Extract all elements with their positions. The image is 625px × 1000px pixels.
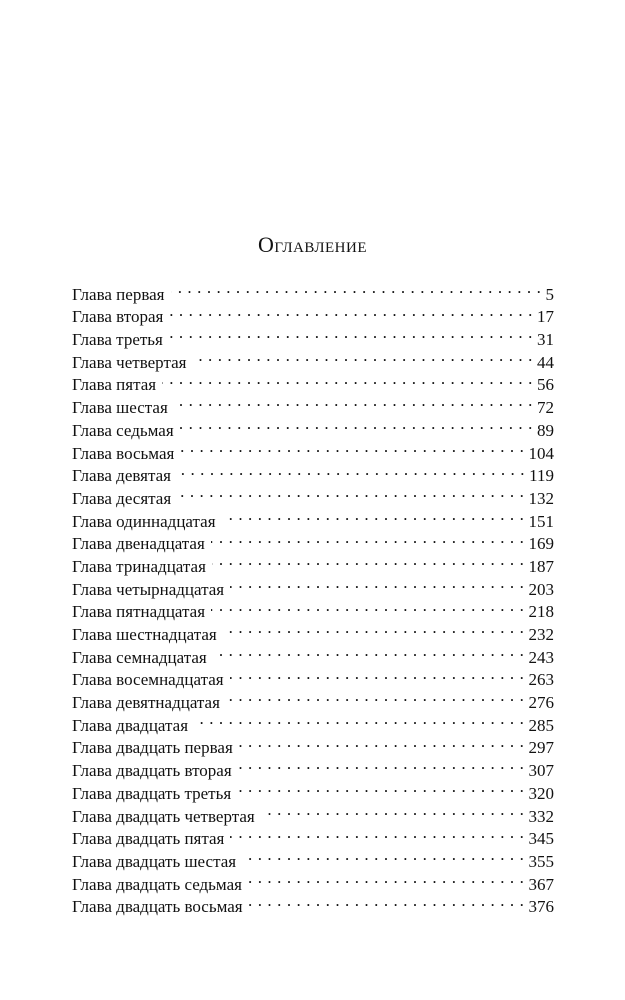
page-number: 31 xyxy=(537,330,554,350)
page-number: 263 xyxy=(528,670,554,690)
dot-leader xyxy=(211,527,525,550)
dot-leader xyxy=(226,685,525,708)
chapter-title: Глава вторая xyxy=(72,307,164,327)
chapter-title: Глава первая xyxy=(72,284,165,304)
dot-leader xyxy=(237,776,524,799)
dot-leader xyxy=(212,549,525,572)
dot-leader xyxy=(230,572,524,595)
dot-leader xyxy=(177,459,525,482)
page-number: 151 xyxy=(528,511,554,531)
chapter-title: Глава седьмая xyxy=(72,420,174,440)
dot-leader xyxy=(248,867,525,890)
dot-leader xyxy=(213,640,525,663)
dot-leader xyxy=(230,822,524,845)
page-number: 72 xyxy=(537,398,554,418)
page-number: 119 xyxy=(529,466,554,486)
page-number: 132 xyxy=(528,488,554,508)
dot-leader xyxy=(169,300,533,323)
chapter-title: Глава двадцать третья xyxy=(72,783,232,803)
chapter-title: Глава девятнадцатая xyxy=(72,693,220,713)
dot-leader xyxy=(211,595,524,618)
chapter-title: Глава двадцатая xyxy=(72,715,189,735)
dot-leader xyxy=(180,413,533,436)
page-number: 307 xyxy=(528,761,554,781)
page-number: 376 xyxy=(528,897,554,917)
page-number: 17 xyxy=(537,307,554,327)
dot-leader xyxy=(177,481,524,504)
dot-leader xyxy=(249,890,525,913)
toc-entry xyxy=(72,277,554,304)
chapter-title: Глава четырнадцатая xyxy=(72,579,225,599)
chapter-title: Глава восьмая xyxy=(72,443,175,463)
chapter-title: Глава двадцать седьмая xyxy=(72,874,242,894)
chapter-title: Глава шестнадцатая xyxy=(72,625,217,644)
dot-leader xyxy=(171,277,542,300)
dot-leader xyxy=(261,799,525,822)
page-number: 320 xyxy=(528,783,554,803)
page-number: 187 xyxy=(528,556,554,576)
dot-leader xyxy=(238,753,525,776)
page-number: 297 xyxy=(528,738,554,758)
table-of-contents xyxy=(72,277,554,917)
dot-leader xyxy=(223,617,525,640)
chapter-title: Глава пятая xyxy=(72,375,157,395)
page-number: 232 xyxy=(528,625,554,644)
toc-title: Оглавление xyxy=(257,232,368,257)
dot-leader xyxy=(242,844,524,867)
chapter-title: Глава четвертая xyxy=(72,352,187,372)
dot-leader xyxy=(192,345,533,368)
chapter-title: Глава семнадцатая xyxy=(72,647,207,667)
chapter-title: Глава шестая xyxy=(72,398,168,418)
dot-leader xyxy=(239,731,525,754)
dot-leader xyxy=(222,504,525,527)
chapter-title: Глава третья xyxy=(72,330,163,350)
page-number: 56 xyxy=(537,375,554,395)
dot-leader xyxy=(169,322,533,345)
dot-leader xyxy=(180,436,524,459)
chapter-title: Глава восемнадцатая xyxy=(72,670,224,690)
chapter-title: Глава двадцать пятая xyxy=(72,829,225,849)
page-number: 104 xyxy=(528,443,554,463)
page-number: 355 xyxy=(528,851,554,871)
page-number: 169 xyxy=(528,534,554,554)
page-number: 276 xyxy=(528,693,554,713)
page-number: 332 xyxy=(528,806,554,826)
chapter-title: Глава девятая xyxy=(72,466,171,486)
page-number: 218 xyxy=(528,602,554,622)
dot-leader xyxy=(194,708,524,731)
chapter-title: Глава десятая xyxy=(72,488,172,508)
page-number: 44 xyxy=(537,352,554,372)
chapter-title: Глава двадцать четвертая xyxy=(72,806,255,826)
chapter-title: Глава тринадцатая xyxy=(72,556,206,576)
dot-leader xyxy=(174,390,533,413)
chapter-title: Глава двадцать восьмая xyxy=(72,897,243,917)
chapter-title: Глава двенадцатая xyxy=(72,534,205,554)
chapter-title: Глава двадцать шестая xyxy=(72,851,237,871)
dot-leader xyxy=(162,368,533,391)
page-number: 367 xyxy=(528,874,554,894)
dot-leader xyxy=(230,663,525,686)
chapter-title: Глава одиннадцатая xyxy=(72,511,216,531)
page-number: 5 xyxy=(545,284,554,304)
page-number: 243 xyxy=(528,647,554,667)
page-number: 203 xyxy=(528,579,554,599)
chapter-title: Глава двадцать вторая xyxy=(72,761,232,781)
page-number: 285 xyxy=(528,715,554,735)
page-number: 345 xyxy=(528,829,554,849)
chapter-title: Глава пятнадцатая xyxy=(72,602,206,622)
chapter-title: Глава двадцать первая xyxy=(72,738,233,758)
page-number: 89 xyxy=(537,420,554,440)
